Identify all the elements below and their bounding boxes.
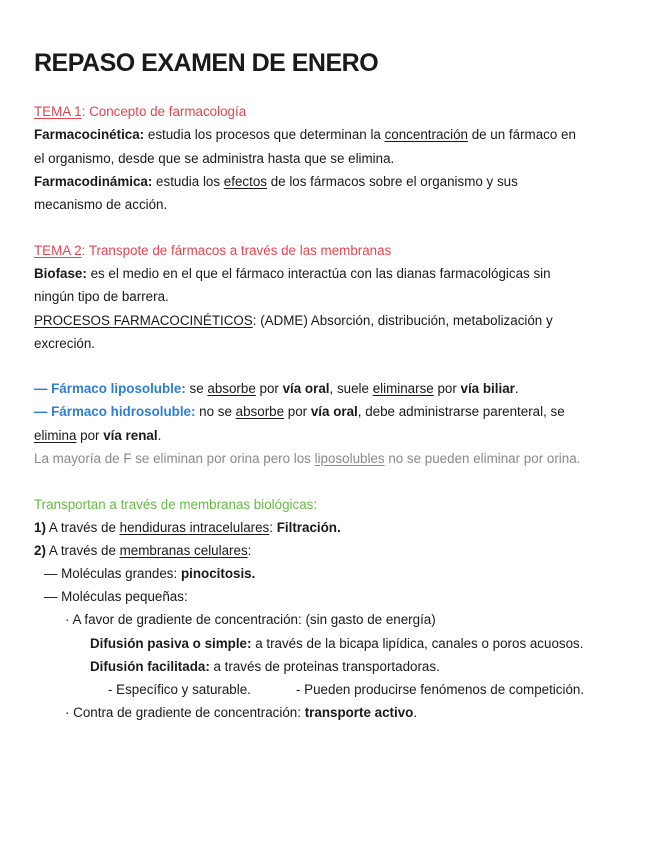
transport-heading: Transportan a través de membranas biológicas:	[34, 497, 318, 512]
orina-note: La mayoría de F se eliminan por orina pero los liposolubles no se pueden eliminar por orina.	[34, 451, 581, 466]
a-favor-gradiente: · A favor de gradiente de concentración: (sin gasto de energía)	[65, 612, 436, 627]
fenomenos-competicion: - Pueden producirse fenómenos de competición.	[296, 682, 585, 697]
farmacocinetica-line2: el organismo, desde que se administra hasta que se elimina.	[34, 151, 395, 166]
moleculas-grandes: — Moléculas grandes: pinocitosis.	[44, 566, 256, 581]
procesos-line2: excreción.	[34, 336, 96, 351]
tema2-title: : Transpote de fármacos a través de las membranas	[81, 243, 392, 258]
contra-gradiente: · Contra de gradiente de concentración: transporte activo.	[65, 705, 418, 720]
especifico-saturable: - Específico y saturable.	[108, 682, 251, 697]
farmacocinetica-line1: Farmacocinética: estudia los procesos que determinan la concentración de un fármaco en	[34, 127, 576, 142]
farmacodinamica-line2: mecanismo de acción.	[34, 197, 168, 212]
hidrosoluble-line2: elimina por vía renal.	[34, 428, 162, 443]
transport-item-1: 1) A través de hendiduras intracelulares: Filtración.	[34, 520, 341, 535]
difusion-facilitada: Difusión facilitada: a través de proteinas transportadoras.	[90, 659, 440, 674]
tema1-number: TEMA 1	[34, 104, 82, 119]
procesos-line1: PROCESOS FARMACOCINÉTICOS: (ADME) Absorción, distribución, metabolización y	[34, 313, 553, 328]
tema1-title: : Concepto de farmacología	[81, 104, 247, 119]
transport-item-2: 2) A través de membranas celulares:	[34, 543, 252, 558]
liposoluble-line: — Fármaco liposoluble: se absorbe por vía oral, suele eliminarse por vía biliar.	[34, 381, 519, 396]
difusion-pasiva: Difusión pasiva o simple: a través de la bicapa lipídica, canales o poros acuosos.	[90, 636, 584, 651]
hidrosoluble-line1: — Fármaco hidrosoluble: no se absorbe por vía oral, debe administrarse parenteral, se	[34, 404, 565, 419]
page-title: REPASO EXAMEN DE ENERO	[34, 49, 379, 77]
tema2-heading	[34, 243, 391, 259]
farmacodinamica-line1: Farmacodinámica: estudia los efectos de los fármacos sobre el organismo y sus	[34, 174, 518, 189]
tema1-heading	[34, 104, 246, 120]
tema2-number: TEMA 2	[34, 243, 82, 258]
biofase-line1: Biofase: es el medio en el que el fármaco interactúa con las dianas farmacológicas sin	[34, 266, 551, 281]
moleculas-pequenas: — Moléculas pequeñas:	[44, 589, 188, 604]
biofase-line2: ningún tipo de barrera.	[34, 289, 169, 304]
